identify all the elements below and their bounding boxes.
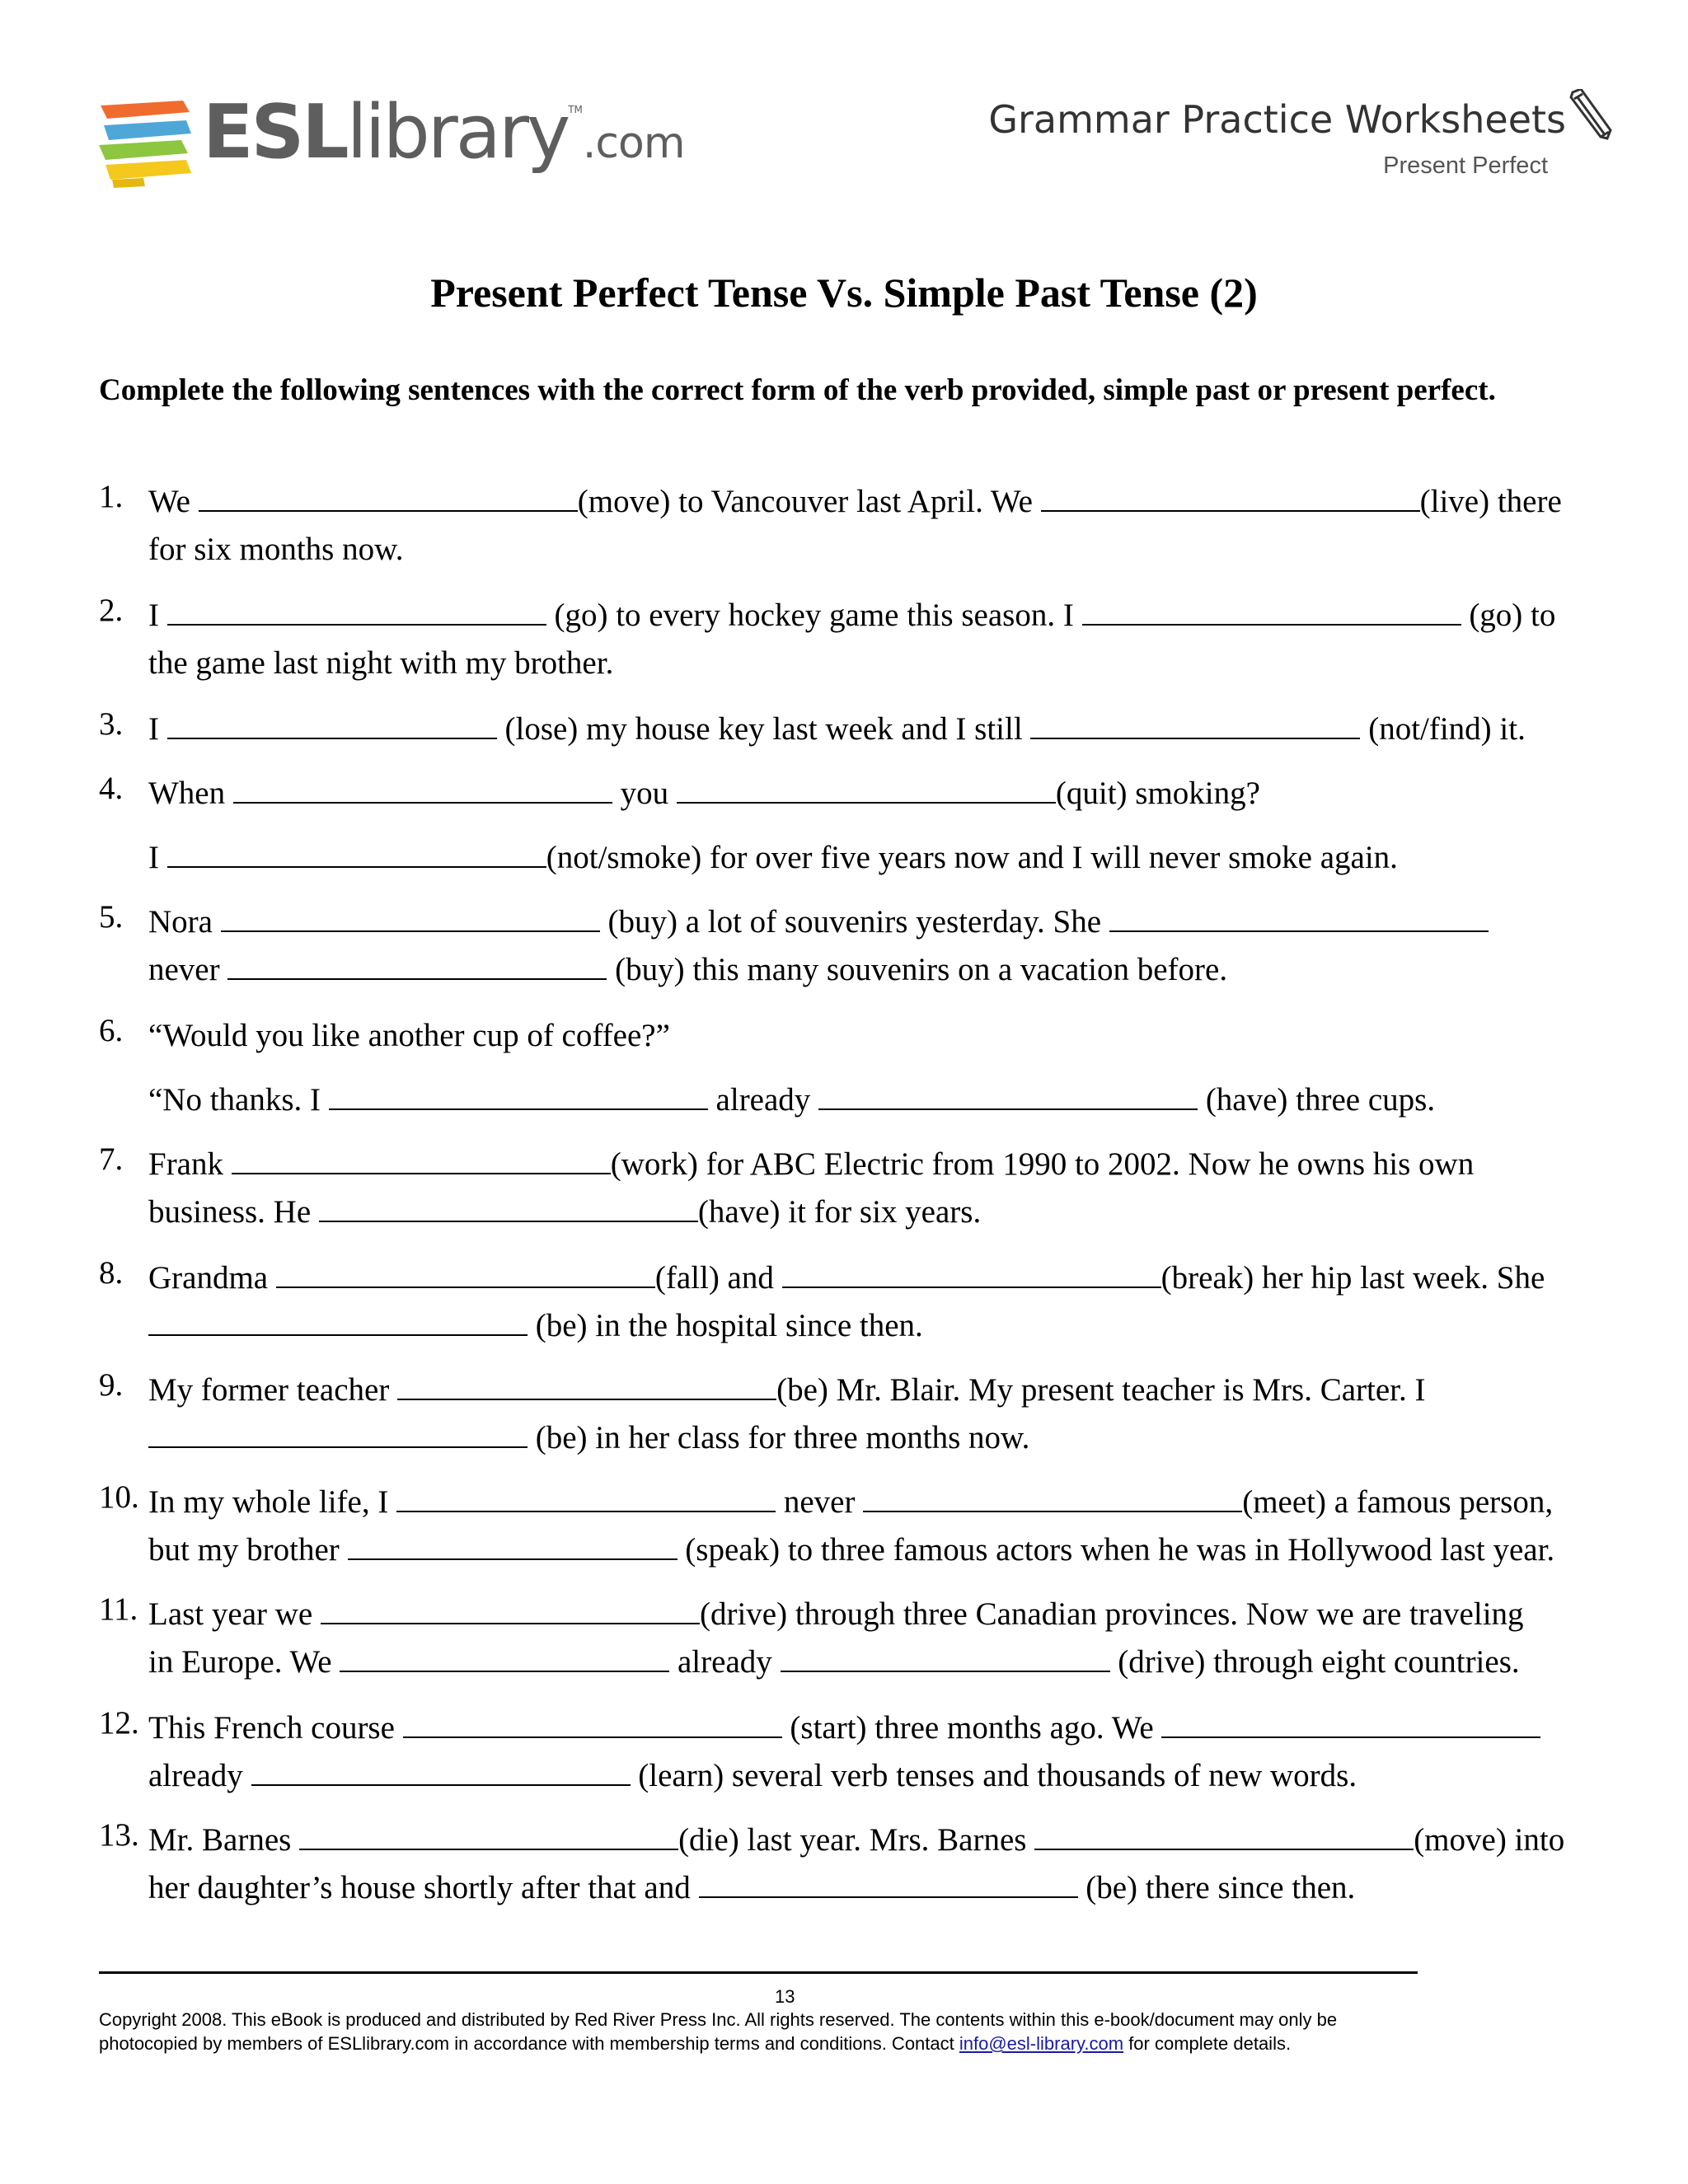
item-number: 7. [99,1141,124,1177]
brand-wordmark [203,89,685,176]
answer-blank[interactable] [1034,1817,1414,1850]
answer-blank[interactable] [677,771,1056,804]
item-number: 2. [99,593,124,628]
text: (work) for ABC Electric from 1990 to 2002. Now he owns his own [610,1146,1475,1182]
exercise-item-13 [99,1816,1607,1912]
copyright-line-2 [99,2032,1582,2055]
stacked-books-icon [97,97,195,190]
answer-blank[interactable] [251,1753,631,1786]
answer-blank[interactable] [167,835,546,868]
text: (die) last year. Mrs. Barnes [678,1822,1035,1858]
text: already [148,1758,251,1793]
text: Nora [148,904,221,940]
answer-blank[interactable] [276,1255,655,1288]
contact-email-link[interactable]: info@esl-library.com [959,2033,1124,2054]
text: (go) to [1461,598,1556,633]
answer-blank[interactable] [403,1705,782,1738]
text: (have) it for six years. [697,1194,982,1230]
series-title: Grammar Practice Worksheets [988,97,1566,142]
text: (buy) this many souvenirs on a vacation before. [607,952,1228,987]
answer-blank[interactable] [1082,593,1461,626]
text: (drive) through eight countries. [1109,1644,1520,1680]
pencil-icon [1563,89,1612,142]
brand-tm: TM [568,104,583,115]
text: (learn) several verb tenses and thousands of new words. [630,1758,1357,1793]
answer-blank[interactable] [863,1479,1242,1512]
item-number: 12. [99,1705,139,1741]
item-number: 6. [99,1013,124,1048]
item-number: 13. [99,1817,139,1853]
text: for six months now. [148,532,404,567]
text: (go) to every hockey game this season. I [546,598,1082,633]
text: (start) three months ago. We [781,1710,1162,1746]
answer-blank[interactable] [148,1415,528,1448]
exercise-item-9 [99,1366,1607,1462]
answer-blank[interactable] [321,1591,700,1624]
answer-blank[interactable] [818,1077,1198,1110]
text: (break) her hip last week. She [1160,1260,1545,1296]
text: (not/smoke) for over five years now and I will never smoke again. [546,840,1398,875]
answer-blank[interactable] [227,947,607,980]
exercise-item-3 [99,705,1607,753]
exercise-item-2 [99,592,1607,687]
text: but my brother [148,1532,348,1568]
answer-blank[interactable] [781,1639,1110,1672]
exercise-list [99,478,1607,1912]
answer-blank[interactable] [329,1077,708,1110]
answer-blank[interactable] [167,593,546,626]
answer-blank[interactable] [148,1303,528,1336]
answer-blank[interactable] [221,899,600,932]
brand-com: .com [582,119,685,168]
text: you [612,776,677,811]
answer-blank[interactable] [340,1639,669,1672]
text: (speak) to three famous actors when he was in Hollywood last year. [677,1532,1555,1568]
answer-blank[interactable] [199,479,578,512]
text: I [148,840,167,875]
text: her daughter’s house shortly after that and [148,1870,699,1905]
text: (buy) a lot of souvenirs yesterday. She [599,904,1109,940]
text: never [148,952,228,987]
exercise-item-11 [99,1591,1607,1686]
text: (be) there since then. [1077,1870,1356,1905]
item-number: 8. [99,1255,124,1291]
text: business. He [148,1194,319,1230]
esl-library-logo [97,89,685,190]
text: Grandma [148,1260,276,1296]
text: the game last night with my brother. [148,645,614,681]
item-number: 1. [99,479,124,514]
page-title: Present Perfect Tense Vs. Simple Past Tense (2) [430,269,1258,316]
item-number: 10. [99,1479,139,1515]
copyright-text: photocopied by members of ESLlibrary.com in accordance with membership terms and conditions. Contact [99,2033,959,2054]
text: Mr. Barnes [148,1822,300,1858]
text: “Would you like another cup of coffee?” [148,1018,670,1053]
text: (move) into [1414,1822,1565,1858]
exercise-item-8 [99,1254,1607,1350]
exercise-item-10 [99,1479,1607,1574]
exercise-item-5 [99,898,1607,994]
text: never [776,1484,864,1520]
answer-blank[interactable] [1041,479,1420,512]
answer-blank[interactable] [699,1865,1078,1898]
text: We [148,484,199,519]
item-number: 3. [99,706,124,742]
item-number: 9. [99,1367,124,1403]
answer-blank[interactable] [396,1479,776,1512]
exercise-item-6 [99,1012,1607,1124]
brand-main: ESL [203,89,347,176]
text: (have) three cups. [1198,1082,1436,1118]
text: “No thanks. I [148,1082,329,1118]
series-subtitle: Present Perfect [1383,152,1548,179]
answer-blank[interactable] [782,1255,1161,1288]
copyright-notice [99,2008,1582,2055]
text: (meet) a famous person, [1242,1484,1554,1520]
text: (be) Mr. Blair. My present teacher is Mrs. Carter. I [776,1372,1426,1408]
item-number: 4. [99,771,124,806]
text: I [148,598,167,633]
answer-blank[interactable] [319,1189,698,1222]
answer-blank[interactable] [232,1141,611,1174]
copyright-line-1: Copyright 2008. This eBook is produced and distributed by Red River Press Inc. All rights reserved. The contents within this e-book/document may only be [99,2009,1338,2030]
text: Frank [148,1146,232,1182]
exercise-item-4 [99,770,1607,882]
text: Last year we [148,1596,321,1632]
brand-library: library [346,89,569,176]
answer-blank[interactable] [397,1367,776,1400]
text: already [669,1644,781,1680]
exercise-item-1 [99,478,1607,574]
copyright-text: for complete details. [1123,2033,1292,2054]
text: already [707,1082,819,1118]
text: This French course [148,1710,403,1746]
text: (live) there [1419,484,1562,519]
answer-blank[interactable] [299,1817,678,1850]
item-number: 5. [99,899,124,935]
answer-blank[interactable] [1030,706,1360,739]
text: (move) to Vancouver last April. We [577,484,1041,519]
text: My former teacher [148,1372,398,1408]
text: I [148,711,167,747]
text: When [148,776,233,811]
exercise-item-7 [99,1141,1607,1236]
exercise-item-12 [99,1704,1607,1800]
page-number: 13 [775,1986,795,2007]
answer-blank[interactable] [233,771,612,804]
answer-blank[interactable] [348,1527,678,1560]
text: (be) in the hospital since then. [528,1308,923,1343]
text: (be) in her class for three months now. [528,1420,1030,1455]
text: In my whole life, I [148,1484,397,1520]
text: (fall) and [654,1260,782,1296]
instructions: Complete the following sentences with the correct form of the verb provided, simple past or present perfect. [99,373,1496,407]
text: (lose) my house key last week and I still [496,711,1031,747]
text: in Europe. We [148,1644,340,1680]
text: (quit) smoking? [1055,776,1260,811]
answer-blank[interactable] [167,706,497,739]
answer-blank[interactable] [1161,1705,1540,1738]
text: (drive) through three Canadian provinces. Now we are traveling [699,1596,1524,1632]
text: (not/find) it. [1360,711,1526,747]
footer-divider [99,1971,1418,1974]
item-number: 11. [99,1591,138,1627]
answer-blank[interactable] [1109,899,1489,932]
